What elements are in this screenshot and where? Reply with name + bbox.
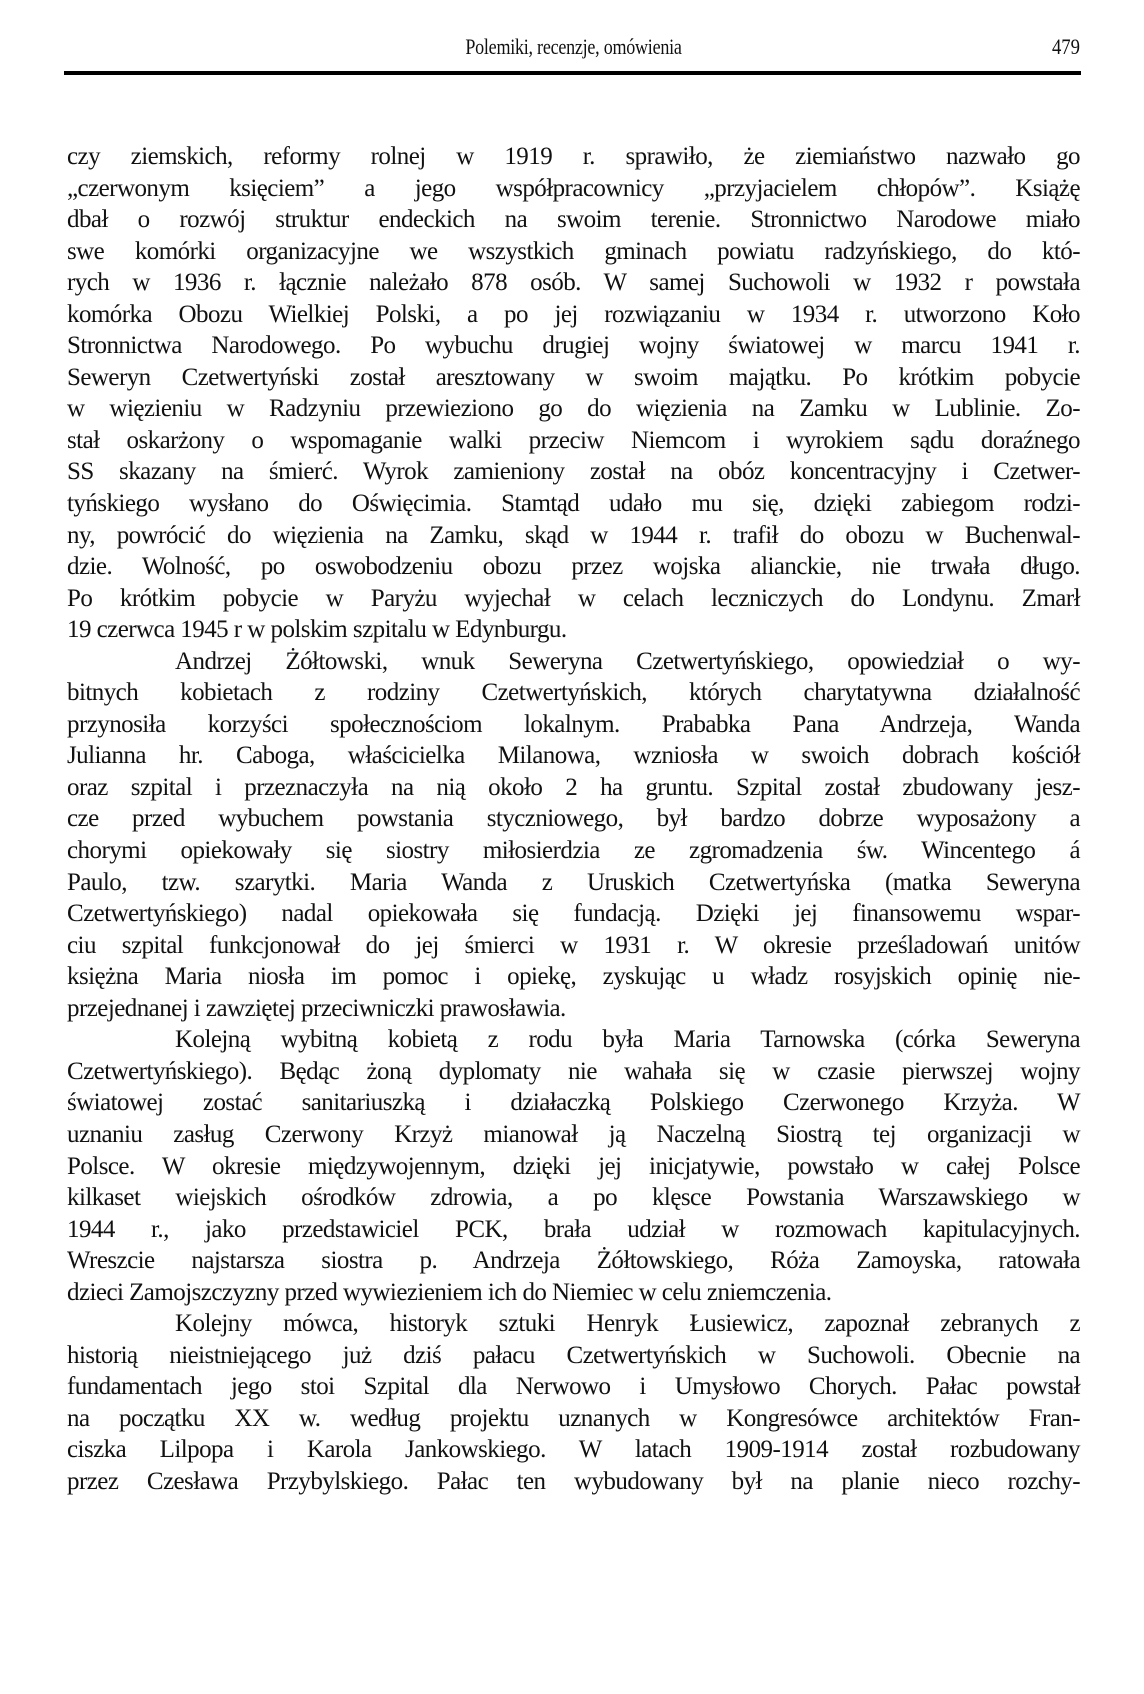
text-line: na początku XX w. według projektu uznanych w Kongresówce architektów Fran- (67, 1404, 1080, 1432)
text-line: fundamentach jego stoi Szpital dla Nerwowo i Umysłowo Chorych. Pałac powstał (67, 1373, 1080, 1401)
text-line: Wreszcie najstarsza siostra p. Andrzeja Żółtowskiego, Róża Zamoyska, ratowała (67, 1247, 1080, 1275)
text-line: bitnych kobietach z rodziny Czetwertyńskich, których charytatywna działalność (67, 679, 1080, 707)
text-line: przynosiła korzyści społecznościom lokalnym. Prababka Pana Andrzeja, Wanda (67, 710, 1080, 738)
text-line: ciszka Lilpopa i Karola Jankowskiego. W latach 1909-1914 został rozbudowany (67, 1436, 1080, 1464)
text-line: 1944 r., jako przedstawiciel PCK, brała udział w rozmowach kapitulacyjnych. (67, 1215, 1080, 1243)
text-line: przejednanej i zawziętej przeciwniczki prawosławia. (67, 994, 566, 1022)
text-line: w więzieniu w Radzyniu przewieziono go do więzienia na Zamku w Lublinie. Zo- (67, 395, 1080, 423)
text-line: Paulo, tzw. szarytki. Maria Wanda z Uruskich Czetwertyńska (matka Seweryna (67, 868, 1080, 896)
text-line: chorymi opiekowały się siostry miłosierdzia ze zgromadzenia św. Wincentego á (67, 837, 1080, 865)
text-line: księżna Maria niosła im pomoc i opiekę, zyskując u władz rosyjskich opinię nie- (67, 963, 1080, 991)
text-line: komórka Obozu Wielkiej Polski, a po jej rozwiązaniu w 1934 r. utworzono Koło (67, 300, 1080, 328)
text-line: oraz szpital i przeznaczyła na nią około 2 ha gruntu. Szpital został zbudowany jesz- (67, 773, 1080, 801)
paragraph-3 (67, 1024, 1080, 1308)
text-line: stał oskarżony o wspomaganie walki przeciw Niemcom i wyrokiem sądu doraźnego (67, 426, 1080, 454)
text-line: ciu szpital funkcjonował do jej śmierci w 1931 r. W okresie prześladowań unitów (67, 931, 1080, 959)
text-line: kilkaset wiejskich ośrodków zdrowia, a po klęsce Powstania Warszawskiego w (67, 1184, 1080, 1212)
text-line: Andrzej Żółtowski, wnuk Seweryna Czetwertyńskiego, opowiedział o wy- (175, 647, 1080, 675)
text-line: tyńskiego wysłano do Oświęcimia. Stamtąd udało mu się, dzięki zabiegom rodzi- (67, 490, 1080, 518)
text-line: Stronnictwa Narodowego. Po wybuchu drugiej wojny światowej w marcu 1941 r. (67, 332, 1080, 360)
page-number: 479 (1051, 34, 1080, 59)
text-line: cze przed wybuchem powstania styczniowego, był bardzo dobrze wyposażony a (67, 805, 1080, 833)
text-line: Julianna hr. Caboga, właścicielka Milanowa, wzniosła w swoich dobrach kościół (67, 742, 1080, 770)
text-line: przez Czesława Przybylskiego. Pałac ten wybudowany był na planie nieco rozchy- (67, 1467, 1080, 1495)
text-line: „czerwonym księciem” a jego współpracownicy „przyjacielem chłopów”. Książę (67, 174, 1080, 202)
text-line: historią nieistniejącego już dziś pałacu Czetwertyńskich w Suchowoli. Obecnie na (67, 1341, 1080, 1369)
text-line: rych w 1936 r. łącznie należało 878 osób. W samej Suchowoli w 1932 r powstała (67, 269, 1080, 297)
text-line: ny, powrócić do więzienia na Zamku, skąd w 1944 r. trafił do obozu w Buchenwal- (67, 521, 1080, 549)
text-line: Seweryn Czetwertyński został aresztowany w swoim majątku. Po krótkim pobycie (67, 363, 1080, 391)
text-line: uznaniu zasług Czerwony Krzyż mianował ją Naczelną Siostrą tej organizacji w (67, 1120, 1080, 1148)
body-text (67, 141, 1080, 1498)
paragraph-4 (67, 1308, 1080, 1497)
text-line: swe komórki organizacyjne we wszystkich gminach powiatu radzyńskiego, do któ- (67, 237, 1080, 265)
header-rule (64, 71, 1081, 75)
text-line: SS skazany na śmierć. Wyrok zamieniony został na obóz koncentracyjny i Czetwer- (67, 458, 1080, 486)
text-line: 19 czerwca 1945 r w polskim szpitalu w Edynburgu. (67, 616, 567, 644)
text-line: Kolejną wybitną kobietą z rodu była Maria Tarnowska (córka Seweryna (175, 1026, 1080, 1054)
text-line: Kolejny mówca, historyk sztuki Henryk Łusiewicz, zapoznał zebranych z (175, 1310, 1080, 1338)
text-line: dzieci Zamojszczyzny przed wywiezieniem ich do Niemiec w celu zniemczenia. (67, 1278, 832, 1306)
running-header-title: Polemiki, recenzje, omówienia (465, 34, 682, 59)
running-header (67, 30, 1080, 70)
text-line: Po krótkim pobycie w Paryżu wyjechał w celach leczniczych do Londynu. Zmarł (67, 584, 1080, 612)
text-line: Czetwertyńskiego). Będąc żoną dyplomaty nie wahała się w czasie pierwszej wojny (67, 1057, 1080, 1085)
text-line: dzie. Wolność, po oswobodzeniu obozu przez wojska alianckie, nie trwała długo. (67, 553, 1080, 581)
paragraph-1 (67, 141, 1080, 646)
paragraph-2 (67, 646, 1080, 1025)
text-line: dbał o rozwój struktur endeckich na swoim terenie. Stronnictwo Narodowe miało (67, 206, 1080, 234)
text-line: Polsce. W okresie międzywojennym, dzięki jej inicjatywie, powstało w całej Polsce (67, 1152, 1080, 1180)
text-line: czy ziemskich, reformy rolnej w 1919 r. sprawiło, że ziemiaństwo nazwało go (67, 143, 1080, 170)
text-line: Czetwertyńskiego) nadal opiekowała się fundacją. Dzięki jej finansowemu wspar- (67, 900, 1080, 928)
text-line: światowej zostać sanitariuszką i działaczką Polskiego Czerwonego Krzyża. W (67, 1089, 1080, 1117)
